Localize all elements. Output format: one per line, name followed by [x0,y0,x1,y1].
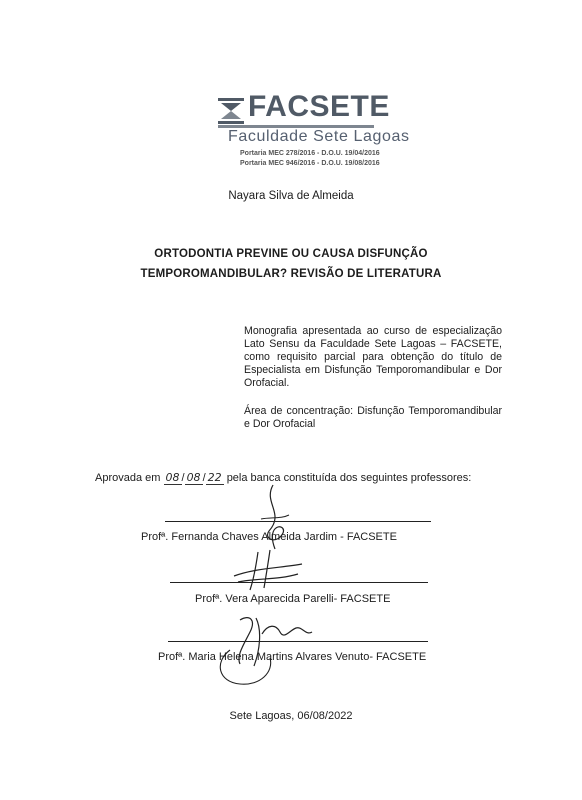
approval-prefix: Aprovada em [95,472,161,484]
examiner-name: Profª. Maria Helena Martins Alvares Venuto- FACSETE [158,651,427,663]
examiner-name: Profª. Fernanda Chaves Almeida Jardim - FACSETE [141,531,397,543]
signature-line [165,521,431,522]
approval-statement: Aprovada em 08 / 08 / 22 pela banca constituída dos seguintes professores: [95,471,472,484]
handwritten-signature [210,610,320,690]
handwritten-signature [228,548,308,593]
facsete-logo-icon [218,98,244,124]
place-and-date: Sete Lagoas, 06/08/2022 [229,710,353,722]
approval-month: 08 [186,471,201,484]
logo-name: FACSETE [248,90,390,123]
thesis-title-line: TEMPOROMANDIBULAR? REVISÃO DE LITERATURA [140,268,442,280]
portaria-line: Portaria MEC 278/2016 - D.O.U. 19/04/2016 [240,150,380,157]
examiner-name: Profª. Vera Aparecida Parelli- FACSETE [195,593,391,605]
approval-suffix: pela banca constituída dos seguintes professores: [226,472,472,484]
monograph-description: Monografia apresentada ao curso de especialização Lato Sensu da Faculdade Sete Lagoas – FACSETE, como requisito parcial para obtenção do título de Especialista em Disfunção Temporomandibular e Dor Orofacial. [244,325,502,389]
logo-subtitle: Faculdade Sete Lagoas [228,128,410,145]
portaria-line: Portaria MEC 946/2016 - D.O.U. 19/08/2016 [240,160,380,167]
approval-day: 08 [165,471,180,484]
approval-year: 22 [207,471,222,484]
author-name: Nayara Silva de Almeida [228,190,354,202]
concentration-area: Área de concentração: Disfunção Temporomandibular e Dor Orofacial [244,405,502,430]
thesis-title-line: ORTODONTIA PREVINE OU CAUSA DISFUNÇÃO [154,248,428,260]
